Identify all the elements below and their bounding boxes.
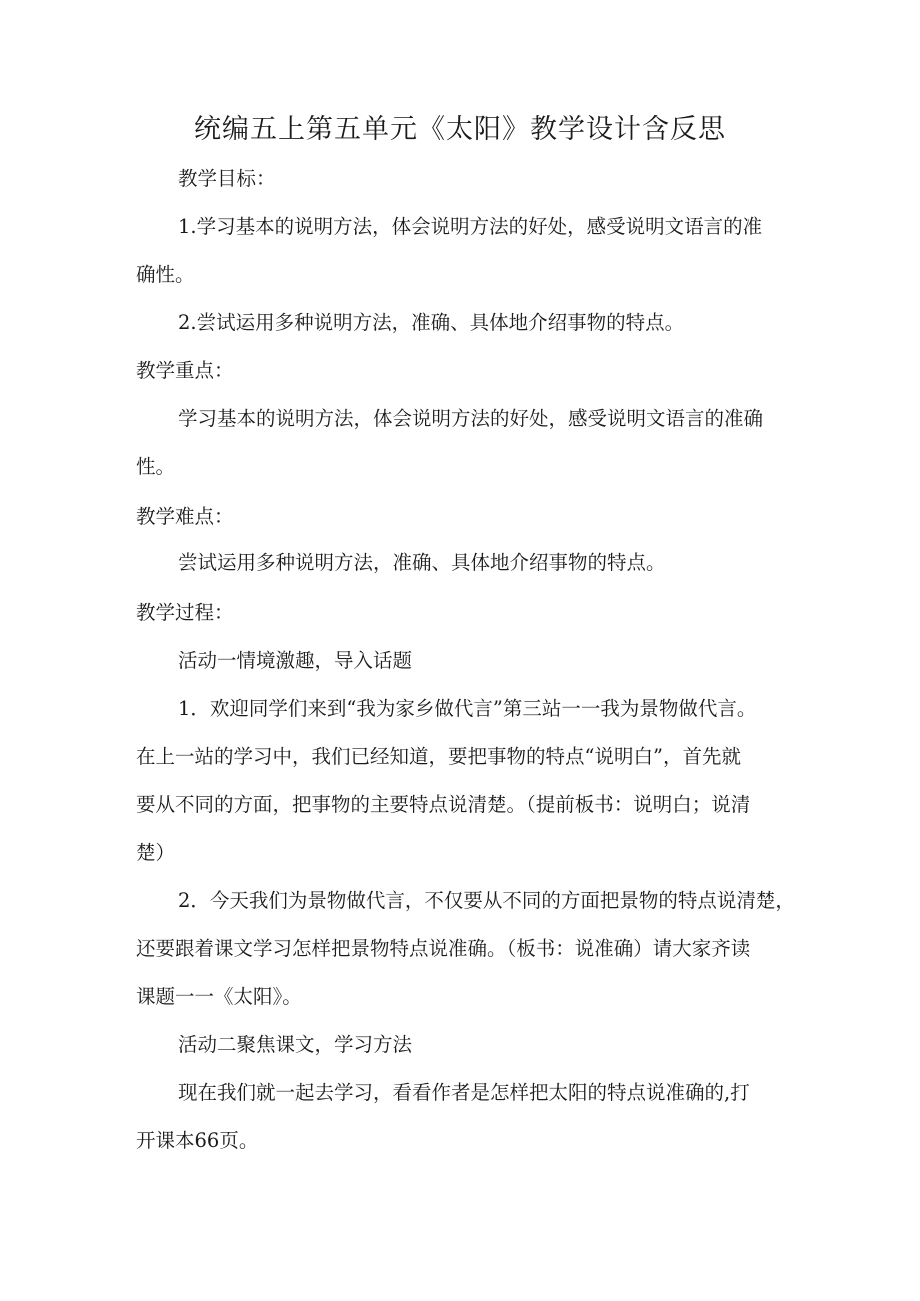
- paragraph-line: 2.尝试运用多种说明方法，准确、具体地介绍事物的特点。: [178, 311, 685, 334]
- paragraph-line: 1.学习基本的说明方法，体会说明方法的好处，感受说明文语言的准: [178, 215, 763, 238]
- activity-heading: 活动二聚焦课文，学习方法: [178, 1033, 413, 1056]
- paragraph-line: 学习基本的说明方法，体会说明方法的好处，感受说明文语言的准确: [178, 407, 764, 430]
- paragraph-line: 在上一站的学习中，我们已经知道，要把事物的特点“说明白”，首先就: [136, 745, 741, 768]
- paragraph-line: 确性。: [136, 263, 195, 286]
- heading-teaching-process: 教学过程：: [136, 601, 234, 624]
- heading-teaching-focus: 教学重点：: [136, 359, 234, 382]
- paragraph-line: 开课本66页。: [136, 1129, 259, 1152]
- heading-teaching-goals: 教学目标：: [178, 167, 276, 190]
- paragraph-line: 现在我们就一起去学习，看看作者是怎样把太阳的特点说准确的,打: [178, 1081, 750, 1104]
- paragraph-line: 性。: [136, 455, 176, 478]
- heading-teaching-difficulty: 教学难点：: [136, 505, 234, 528]
- paragraph-line: 楚）: [136, 841, 176, 864]
- paragraph-line: 还要跟着课文学习怎样把景物特点说准确。（板书：说准确）请大家齐读: [136, 937, 751, 960]
- paragraph-line: 尝试运用多种说明方法，准确、具体地介绍事物的特点。: [178, 551, 666, 574]
- paragraph-line: 要从不同的方面，把事物的主要特点说清楚。（提前板书：说明白；说清: [136, 793, 751, 816]
- document-title: 统编五上第五单元《太阳》教学设计含反思: [194, 114, 726, 145]
- paragraph-line: 课题一一《太阳》。: [136, 985, 302, 1008]
- paragraph-line: 1．欢迎同学们来到“我为家乡做代言”第三站一一我为景物做代言。: [178, 697, 757, 720]
- activity-heading: 活动一情境激趣，导入话题: [178, 649, 413, 672]
- paragraph-line: 2．今天我们为景物做代言，不仅要从不同的方面把景物的特点说清楚，: [178, 889, 795, 912]
